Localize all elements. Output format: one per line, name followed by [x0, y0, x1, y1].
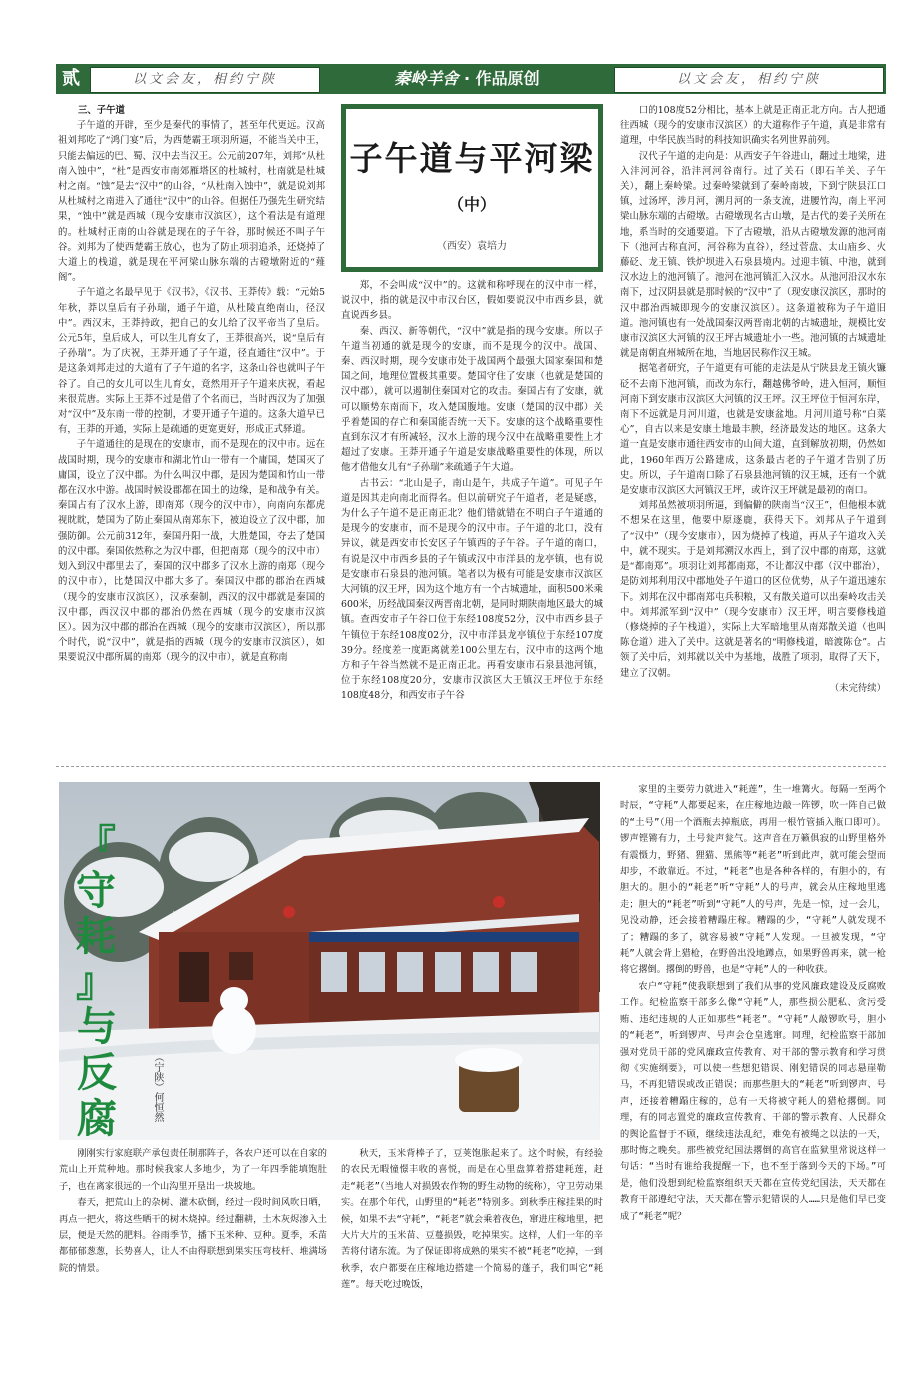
title-char: 『 — [76, 822, 116, 868]
paragraph: 子午道通往的是现在的安康市，而不是现在的汉中市。远在战国时期，现今的安康市和湖北竹山一带有一个庸国，楚国灭了庸国，设立了汉中郡。为什么叫汉中郡，是因为楚国和竹山一带都在汉水中游。战国时候设郡都在国土的边缘，是和战争有关。秦国占有了汉水上游，即南郑（现今的汉中市），向南向东都虎视眈眈，楚国为了防止秦国从南郑东下，被迫设立了汉中郡，加强防御。公元前312年，秦国丹阳一战，大胜楚国，夺去了楚国的汉中郡。秦国依然称之为汉中郡，但把南郑（现今的汉中市）划入到汉中郡里去了，秦国的汉中郡多了汉水上游的南郑（现今的汉中市），比楚国汉中郡大多了。秦国汉中郡的郡治在西城（现今的安康市汉滨区），汉承秦制，西汉的汉中郡就是秦国的汉中郡，西汉汉中郡的郡治仍然在西城（现今的安康市汉滨区）。因为汉中郡的郡治在西城（现今的安康市汉滨区），所以那个时代，说“汉中”，就是指的西城（现今的安康市汉滨区），如果要说汉中郡所属的南郑（现今的汉中市），就是直称南 — [58, 439, 325, 664]
page-number: 贰 — [62, 68, 80, 89]
article1-column-1 — [58, 103, 325, 753]
article2-column-1 — [59, 1146, 327, 1346]
paragraph: 口的108度52分相比，基本上就是正南正北方向。古人把通往西城（现今的安康市汉滨区）的大道称作子午道，真是非常有道理，中华民族当时的科技知识确实名列世界前列。 — [620, 105, 886, 147]
paragraph: 据笔者研究，子午道更有可能的走法是从宁陕县龙王镇火镰砭不去南下池河镇，而改为东行，翻越佛爷岭，进入恒河，顺恒河南下到安康市汉滨区大河镇的汉王坪。汉王坪位于恒河东岸，南下不远就是月河川道，也就是安康盆地。月河川道号称“白菜心”，自古以来是安康土地最丰腴，经济最发达的地区。这条大道一直是安康市通往西安市的山间大道，直到解放初期，仍然如此，1960年西万公路建成，这条最古老的子午道才告别了历史。所以，子午道南口除了石泉县池河镇的汉王城，还有一个就是安康市汉滨区大河镇汉王坪，或许汉王坪就是最初的南口。 — [620, 363, 886, 497]
article2-title-part1 — [70, 822, 122, 1006]
section-title — [324, 64, 610, 94]
slogan-right: 以文会友，相约宁陕 — [614, 67, 884, 93]
article1-subtitle: （中） — [447, 195, 496, 214]
title-char: 腐 — [77, 1096, 117, 1142]
paragraph: 汉代子午道的走向是：从西安子午谷进山，翻过土地梁，进入沣河河谷，沿沣河河谷南行。过了关石（即石羊关、子午关），翻上秦岭梁。过秦岭梁就到了秦岭南坡，下到宁陕县江口镇，过汤坪，涉月河，溯月河的一条支流，进腰竹沟，南上平河梁山脉东端的古磴墩。古磴墩现名古山墩，是古代的姜子关所在地，系当时的交通要道。下了古磴墩，沿从古磴墩发源的池河南下（池河古称直河，河谷称为直谷），经过菅盘、太山庙乡、火藤砭、龙王镇、铁炉坝进入石泉县境内。过迎丰镇、中池，就到汉水边上的池河镇了。池河在池河镇汇入汉水。从池河沿汉水东南下，过汉阴县就是那时候的“汉中”了（现安康汉滨区，那时的汉中郡治西城即现今的安康汉滨区）。这条道被称为子午道旧道。池河镇也有一处战国秦汉两晋南北朝的古城遗址，规模比安康市汉滨区大河镇的汉王坪古城遗址小一些。池河镇的古城遗址就是南朝直州城所在地，当地居民称作汉王城。 — [620, 150, 886, 360]
article1-author: （西安）袁培力 — [437, 241, 507, 252]
section-calligraphy: 秦岭羊舍 — [394, 69, 459, 88]
paragraph: 秋天，玉米背棒子了，豆荚饱胀起来了。这个时候，有经验的农民无暇憧憬丰收的喜悦，而是在心里盘算着搭建耗莲，赶走“耗老”（当地人对损毁农作物的野生动物的统称），守卫劳动果实。在那个年代，山野里的“耗老”特别多。到秋季庄稼挂果的时候，如果不去“守耗”，“耗老”就会乘着夜色，窜进庄稼地里，把大片大片的玉米苗、豆蔓损毁，吃掉果实。这样，人们一年的辛苦将付诸东流。为了保证即将成熟的果实不被“耗老”吃掉，一到秋季，农户都要在庄稼地边搭建一个简易的蓬子，我们叫它“耗莲”。每天吃过晚饭， — [341, 1148, 603, 1291]
title-char: 守 — [76, 868, 116, 914]
to-be-continued: （未完待续） — [829, 682, 886, 694]
section-heading: 三、子午道 — [78, 105, 125, 116]
article1-column-3 — [620, 103, 886, 755]
article2-title-part2 — [72, 1004, 122, 1142]
paragraph: 家里的主要劳力就进入“耗莲”，生一堆篝火。每隔一至两个时辰，“守耗”人都要起来，在庄稼地边敲一阵锣，吹一阵自己做的“土号”（用一个酒瓶去掉瓶底，再用一根竹管插入瓶口即可）。锣声铿锵有力，土号瓮声瓮气。这声音在万籁俱寂的山野里格外有震慑力，野猪、狸猫、黑熊等“耗老”听到此声，就可能会望而却步，不敢靠近。不过，“耗老”也是各种各样的，有胆小的，有胆大的。胆小的“耗老”听“守耗”人的号声，就会从庄稼地里逃走；胆大的“耗老”听到“守耗”人的号声，先是一惊，过一会儿，见没动静，还会接着糟蹋庄稼。糟蹋的少，“守耗”人就发现不了；糟蹋的多了，就容易被“守耗”人发现。一旦被发现，“守耗”人就会背上猎枪，在野兽出没地蹲点，如果野兽再来，就一枪将它撂倒。撂倒的野兽，也是“守耗”人的一种收获。 — [620, 784, 886, 976]
paragraph: 古书云：“北山是子，南山是午，共成子午道”。可见子午道是因其走向南北而得名。但以前研究子午道者，老是疑惑，为什么子午道不是正南正北？他们错就错在不明白子午道通的是现今的安康市，而不是现今的汉中市。子午道的北口，没有异议，就是西安市长安区子午镇西的子午谷。子午道的南口，有说是汉中市西乡县的子午镇或汉中市洋县的龙亭镇，也有说是安康市石泉县的池河镇。笔者以为极有可能是安康市汉滨区大河镇的汉王坪，因为这个地方有一个古城遗址，面积500米乘600米，历经战国秦汉两晋南北朝，是同时期陕南地区最大的城镇。查西安市子午谷口位于东经108度52分，汉中市西乡县子午镇位于东经108度02分，汉中市洋县龙亭镇位于东经107度39分。经度差一度距离就差100公里左右，汉中市的这两个地方和子午谷当然就不是正南正北。再看安康市石泉县池河镇，位于东经108度20分，安康市汉滨区大王镇汉王坪位于东经108度48分，和西安市子午谷 — [341, 477, 603, 702]
paragraph: 刚刚实行家庭联产承包责任制那阵子，各农户还可以在自家的荒山上开荒种地。那时候我家人多地少，为了一年四季能填饱肚子，也在离家很远的一个山沟里开垦出一块坡地。 — [59, 1148, 327, 1192]
paragraph: 子午道之名最早见于《汉书》，《汉书、王莽传》载：“元始5年秋，莽以皇后有子孙瑞，通子午道，从杜陵直绝南山，径汉中”。西汉末，王莽持政，把自己的女儿给了汉平帝当了皇后。公元5年，皇后成人，可以生儿育女了，王莽很高兴，说“皇后有子孙瑞”。为了庆祝，王莽开通了子午道，径直通往“汉中”。于是这条刘邦走过的大道有了子午道的名字，这条山谷也就叫子午谷了。自己的女儿可以生儿育女，竟然用开子午道来庆祝，看起来很荒唐。实际上王莽不过是借了个名而已，当时西汉为了加强对“汉中”及东南一带的控制，才要开通子午道的。这条大道早已有，王莽的开通，实际上是疏通的更宽更好，形成正式驿道。 — [58, 287, 325, 436]
article2-author: （宁陕）何恒然 — [152, 1052, 163, 1122]
slogan-left: 以文会友，相约宁陕 — [90, 67, 320, 93]
article-divider — [56, 766, 886, 768]
paragraph: 郑，不会叫成“汉中”的。这就和称呼现在的汉中市一样，说汉中，指的就是汉中市汉台区，假如要说汉中市西乡县，就直说西乡县。 — [341, 280, 603, 322]
paragraph: 农户“守耗”使我联想到了我们从事的党风廉政建设及反腐败工作。纪检监察干部多么像“守耗”人，那些损公肥私、贪污受贿、违纪违规的人正如那些“耗老”。“守耗”人敲锣吹号，胆小的“耗老”，听到锣声、号声会仓皇逃窜。同理，纪检监察干部加强对党员干部的党风廉政宣传教育、对干部的警示教育和学习贯彻《实施纲要》，可以使一些想犯错误、刚犯错误的同志悬崖勒马，不再犯错误或改正错误；而那些胆大的“耗老”听到锣声、号声，还接着糟蹋庄稼的，总有一天将被守耗人的猎枪撂倒。同理，有的同志置党的廉政宣传教育、干部的警示教育、人民群众的舆论监督于不顾，继续违法乱纪，难免有被绳之以法的一天，那时悔之晚矣。那些被党纪国法撂倒的高官在监狱里常说这样一句话：“当时有谁给我提醒一下，也不至于落到今天的下场。”可是，他们没想到纪检监察组织天天都在宣传党纪国法，天天都在教育干部遵纪守法，天天都在警示犯错误的人……只是他们早已变成了“耗老”呢？ — [620, 980, 886, 1222]
title-char: 反 — [77, 1050, 117, 1096]
paragraph: 刘邦虽然被项羽所逼，到偏僻的陕南当“汉王”，但他根本就不想呆在这里，他要中原逐鹿，获得天下。刘邦从子午道到了“汉中”（现今安康市），因为烧掉了栈道，再从子午道攻入关中，就不现实。于是刘邦溯汉水西上，到了汉中郡的南郑，这就是“都南郑”。项羽让刘邦都南郑，不让都汉中郡（汉中郡治），是防刘邦利用汉中郡地处子午道口的区位优势，从子午道迅速东下。刘邦在汉中郡南郑屯兵积粮，又有散关道可以出秦岭攻击关中。刘邦派军到“汉中”（现今安康市）汉王坪，明言要修栈道（修烧掉的子午栈道），实际上大军暗地里从南郑散关道（也叫陈仓道）进入了关中。这就是著名的“明修栈道，暗渡陈仓”。占领了关中后，刘邦就以关中为基地，战胜了项羽，取得了天下，建立了汉朝。 — [620, 500, 886, 679]
page-header — [56, 64, 886, 94]
section-name: 作品原创 — [475, 69, 540, 88]
title-char: 』 — [76, 960, 116, 1006]
paragraph: 秦、西汉、新等朝代，“汉中”就是指的现今安康。所以子午道当初通的就是现今的安康，而不是现今的汉中。战国、秦、西汉时期，现今安康市处于战国两个最强大国家秦国和楚国之间，地理位置极其重要。楚国守住了安康（也就是楚国的汉中郡），就可以遏制住秦国对它的攻击。秦国占有了安康，就可以顺势东南而下，攻入楚国腹地。安康（楚国的汉中郡）关乎着楚国的存亡和秦国能否统一天下。安康的这个战略重要性直到东汉才有所减轻，汉水上游的现今汉中在战略重要性上才超过了安康。王莽开通子午道是安康战略重要性的体现，所以他才借他女儿有“子孙瑞”来疏通子午大道。 — [341, 325, 603, 474]
article1-title-box — [341, 104, 603, 272]
paragraph: 子午道的开辟，至少是秦代的事情了，甚至年代更远。汉高祖刘邦吃了“鸿门宴”后，为西楚霸王项羽所逼，不能当关中王，只能去偏远的巴、蜀、汉中去当汉王。公元前207年，刘邦“从杜南入蚀中”，“杜”是西安市南郊雁塔区的杜城村，杜南就是杜城村之南。“蚀”是去“汉中”的山谷，“从杜南入蚀中”，就是说刘邦从杜城村之南进入了通往“汉中”的山谷。但据任乃强先生研究结果，“蚀中”就是西城（现今安康市汉滨区），这个看法是有道理的。杜城村正南的山谷就是现在的子午谷，那时候还不叫子午谷。刘邦为了使西楚霸王放心，也为了防止项羽追杀，还烧掉了大道上的栈道，就是现在平河梁山脉东端的古磴墩附近的“薤阁”。 — [58, 120, 325, 284]
title-char: 与 — [77, 1004, 117, 1050]
paragraph: 春天，把荒山上的杂树、灌木砍倒，经过一段时间风吹日晒，再点一把火，将这些晒干的树木烧掉。经过翻耕，土木灰烬渗入土层，便是天然的肥料。谷雨季节，播下玉米种、豆种。夏季，禾苗都郁郁葱葱，长势喜人，让人不由得联想到果实压弯枝杆、堆满场院的情景。 — [59, 1197, 327, 1274]
article2-column-2 — [341, 1146, 603, 1346]
article1-title: 子午道与平河梁 — [349, 139, 595, 178]
article2-column-3 — [620, 782, 886, 1342]
section-separator: · — [463, 69, 471, 88]
article1-column-2 — [341, 278, 603, 756]
title-char: 耗 — [76, 914, 116, 960]
